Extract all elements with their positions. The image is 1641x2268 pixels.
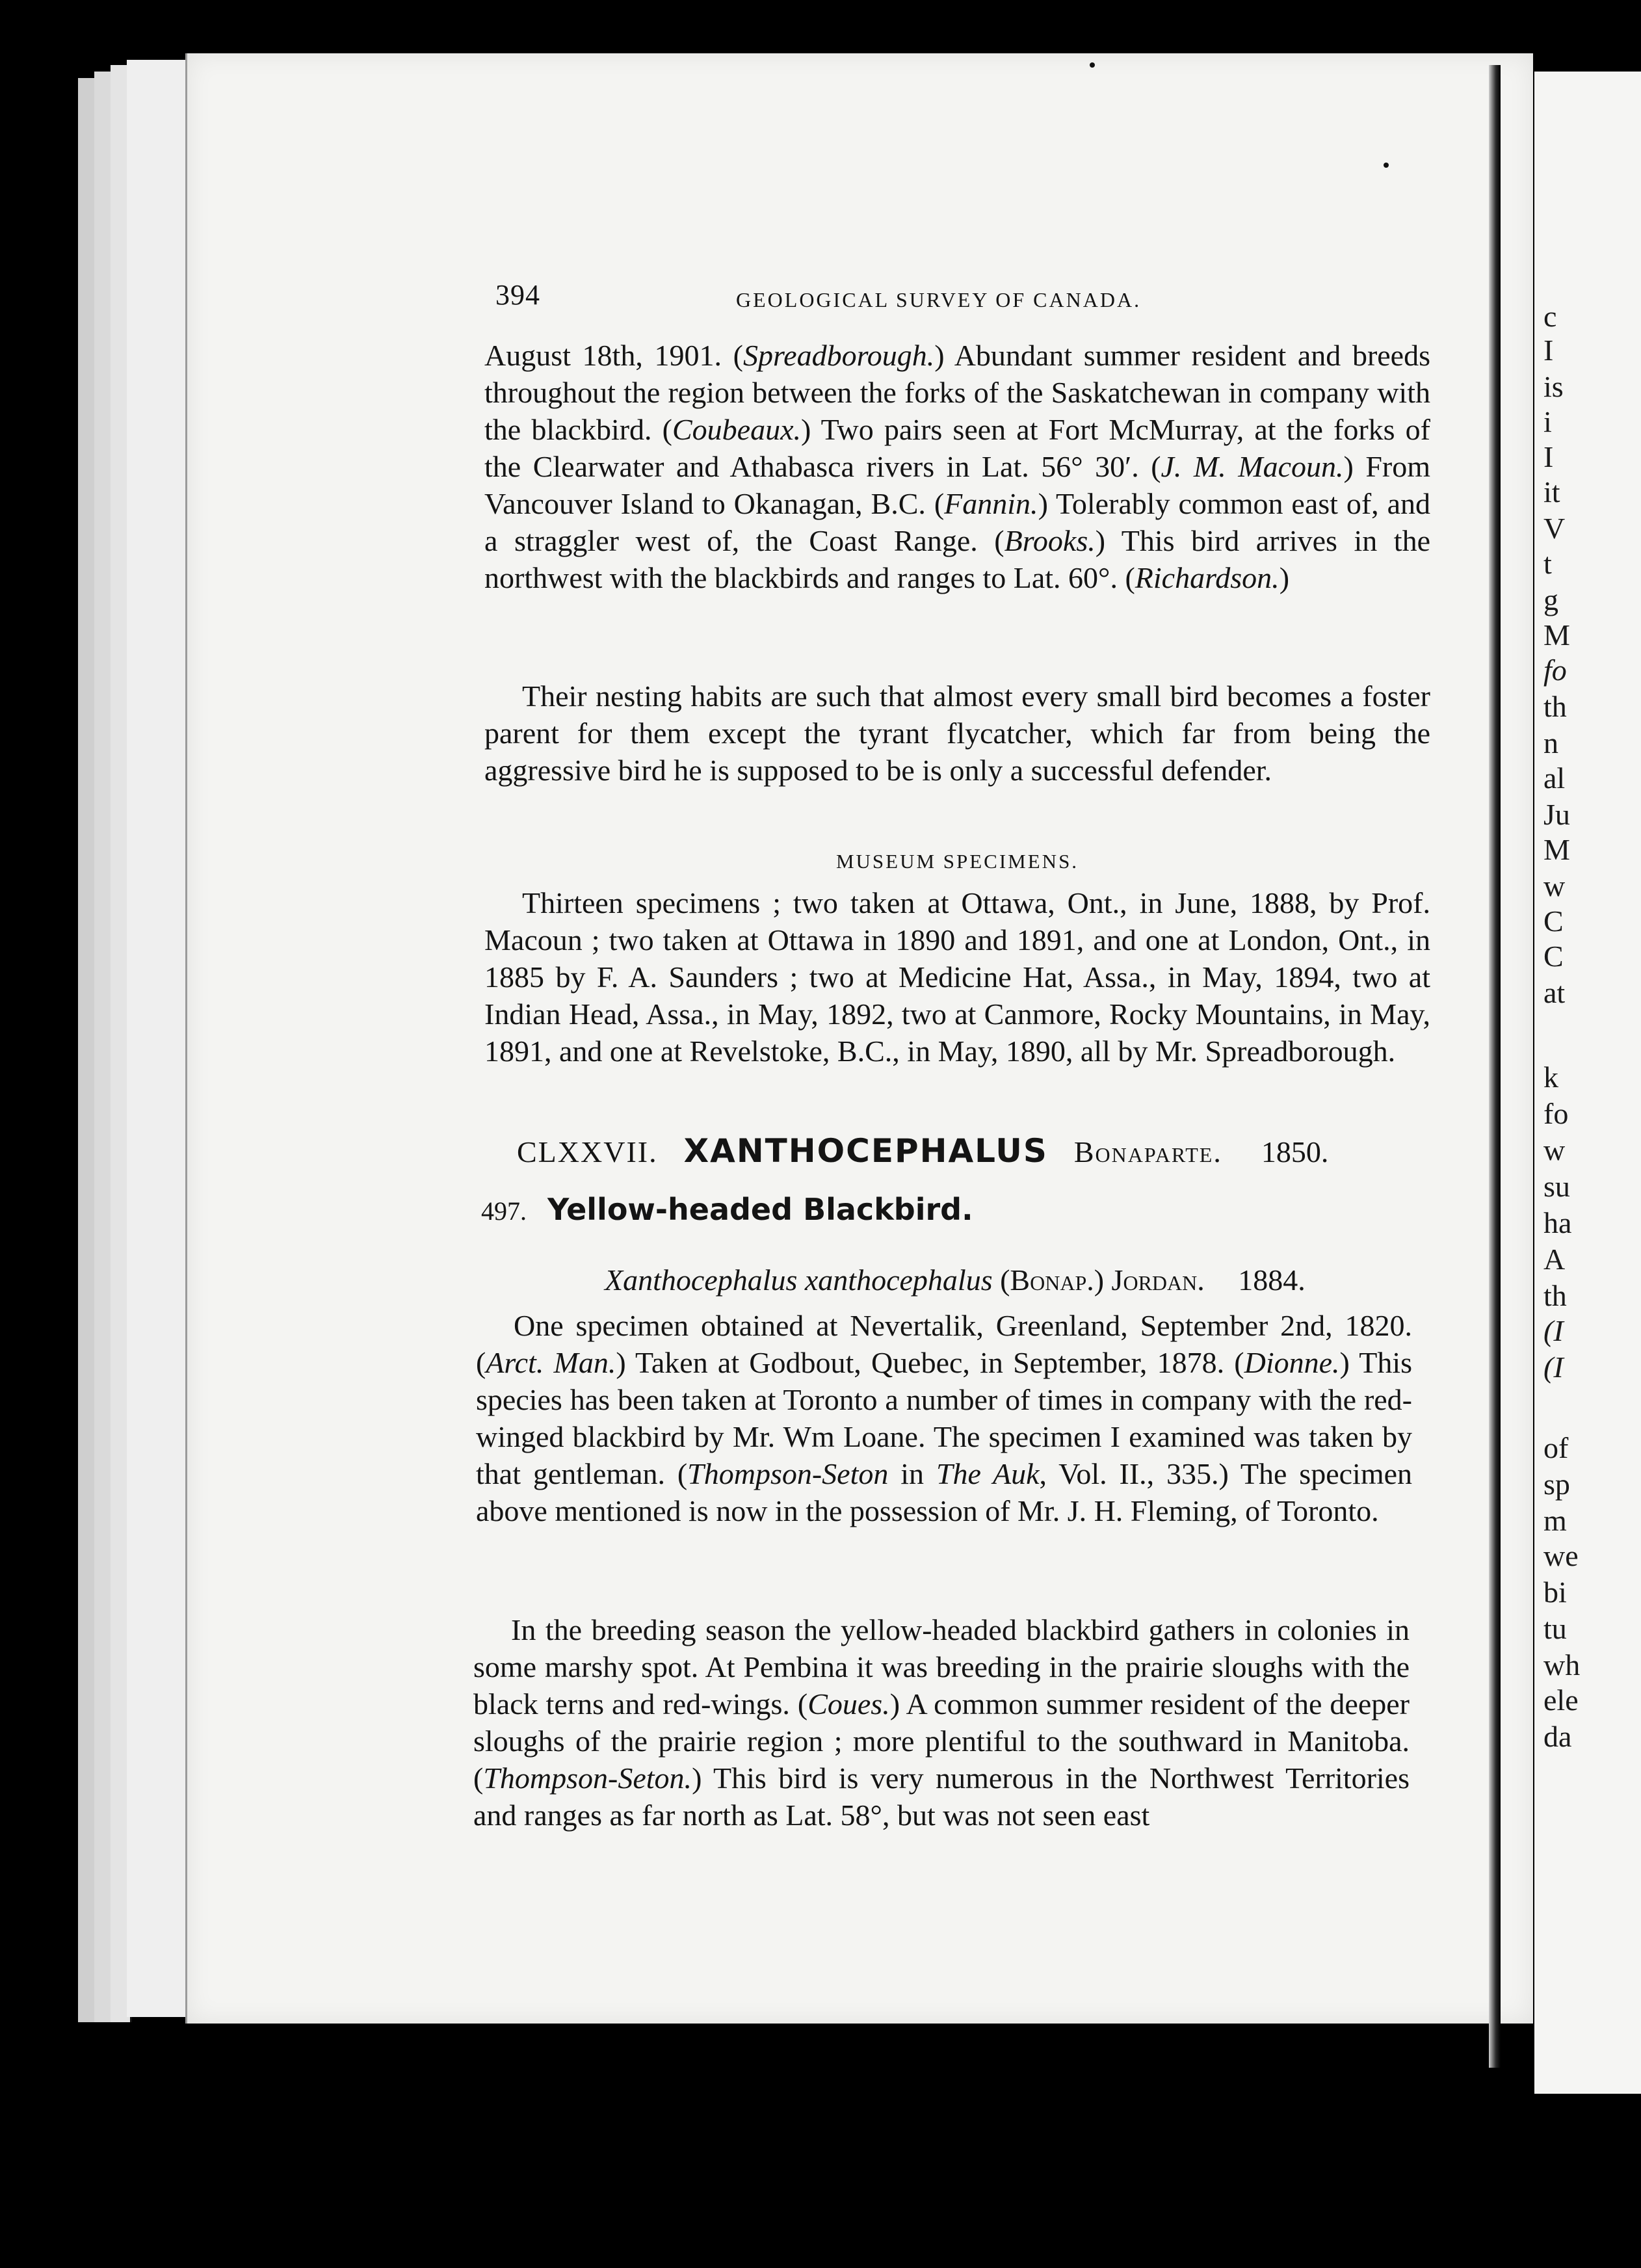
facing-page-line: t [1543,547,1552,580]
facing-page-line: w [1543,1133,1566,1167]
facing-page-fragment [1534,72,1641,2094]
italic-citation: The Auk [936,1457,1040,1490]
facing-page-line: Ju [1543,798,1570,831]
italic-citation: Brooks. [1004,524,1096,557]
facing-page-line: bi [1543,1576,1567,1609]
paragraph-breeding [473,1611,1410,1834]
facing-page-line: da [1543,1720,1572,1753]
paragraph-1 [484,337,1430,596]
paragraph-records [476,1307,1412,1529]
running-head: GEOLOGICAL SURVEY OF CANADA. [736,288,1142,311]
facing-page-line: ele [1543,1683,1579,1717]
paragraph-5 [473,1611,1410,1834]
facing-page-line: C [1543,940,1564,973]
facing-page-line: we [1543,1539,1579,1572]
italic-citation: Thompson-Seton [687,1457,889,1490]
facing-page-line: fo [1543,653,1567,687]
paragraph-2: Their nesting habits are such that almost every small bird becomes a foster parent for them except the tyrant flycatcher, which far from being the aggressive bird he is supposed to be is only a successful defender. [484,679,1430,787]
genus-authority: Bonaparte. [1073,1135,1222,1168]
italic-citation: Arct. Man. [486,1346,616,1379]
text-run: ) Tolerably common east of, and a straggler west of, the Coast Range. ( [484,487,1430,557]
facing-page-line: c [1543,300,1557,333]
paragraph-distribution [484,337,1430,596]
species-name: Yellow-headed Blackbird. [547,1192,973,1227]
facing-page-line: m [1543,1504,1567,1537]
facing-page-line: fo [1543,1097,1569,1130]
text-run: ) Two pairs seen at Fort McMurray, at the forks of the Clearwater and Athabasca rivers in Lat. 56° 30′. ( [484,413,1430,483]
facing-page-line: is [1543,370,1564,403]
italic-citation: Coubeaux. [672,413,802,446]
text-run: August 18th, 1901. ( [484,339,743,372]
text-run: ) This bird arrives in the northwest with the blackbirds and ranges to Lat. 60°. ( [484,524,1430,594]
facing-page-line: of [1543,1431,1569,1464]
facing-page-line: k [1543,1061,1558,1094]
italic-citation: Richardson. [1135,561,1280,594]
facing-page-line: g [1543,583,1558,616]
text-run: ) Abundant summer resident and breeds throughout the region between the forks of the Saskatchewan in company with the blackbird. ( [484,339,1430,446]
genus-name: XANTHOCEPHALUS [683,1132,1048,1170]
museum-specimens-heading: MUSEUM SPECIMENS. [835,850,1079,873]
facing-page-line: su [1543,1170,1570,1203]
facing-page-line: th [1543,690,1567,723]
paragraph-4 [476,1307,1412,1529]
museum-specimens-heading-block [484,843,1430,880]
text-run: ) [1279,561,1290,594]
paragraph-3: Thirteen specimens ; two taken at Ottawa, Ont., in June, 1888, by Prof. Macoun ; two taken at Ottawa in 1890 and 1891, and one at London, Ont., in 1885 by F. A. Saunders ; two at Medicine Hat, Assa., in May, 1894, two at Indian Head, Assa., in May, 1892, two at Canmore, Rocky Mountains, in May, 1891, and one at Revelstoke, B.C., in May, 1890, all by Mr. Spreadborough. [484,886,1430,1068]
italic-citation: Dionne. [1244,1346,1340,1379]
book-gutter [1489,65,1501,2068]
text-run: ) This species has been taken at Toronto a number of times in company with the red-winged blackbird by Mr. Wm Loane. The specimen I examined was taken by that gentleman. ( [476,1346,1412,1490]
facing-page-line: ha [1543,1206,1572,1239]
speck [1384,163,1389,168]
italic-citation: Spreadborough. [742,339,935,372]
synonym-authority: (Bonap.) Jordan. [1000,1263,1205,1297]
page-number: 394 [495,279,540,311]
text-run: , Vol. II., 335.) The specimen above mentioned is now in the possession of Mr. J. H. Fleming, of Toronto. [476,1457,1413,1527]
page-header [495,276,1198,322]
italic-citation: Fannin. [944,487,1038,520]
italic-citation: Thompson-Seton. [483,1761,692,1795]
synonym-year: 1884. [1238,1263,1306,1297]
facing-page-line: M [1543,833,1570,866]
text-run: in [888,1457,936,1490]
facing-page-line: at [1543,976,1566,1009]
facing-page-line: (I [1543,1351,1564,1384]
scientific-name: Xanthocephalus xanthocephalus [605,1263,993,1297]
genus-heading [517,1133,1414,1170]
genus-year: 1850. [1261,1135,1329,1168]
facing-page-line: al [1543,761,1566,795]
italic-citation: Coues. [807,1687,890,1721]
facing-page-line: V [1543,512,1566,545]
species-number: 497. [481,1196,527,1226]
facing-page-line: C [1543,904,1564,938]
facing-page-line: M [1543,618,1570,652]
facing-page-line: w [1543,869,1566,903]
species-synonym [605,1261,1306,1299]
genus-number: CLXXVII. [517,1135,658,1168]
facing-page-line: I [1543,440,1554,473]
facing-page-line: th [1543,1279,1567,1312]
species-heading [481,1191,973,1230]
paragraph-museum [484,884,1430,1070]
facing-page-line: tu [1543,1612,1567,1645]
facing-page-line: it [1543,475,1560,508]
speck [1090,62,1095,68]
text-run: In the breeding season the yellow-headed blackbird gathers in colonies in some marshy spot. At Pembina it was breeding in the prairie sloughs with the black terns and red-wings. ( [473,1613,1410,1721]
facing-page-line: n [1543,726,1558,759]
italic-citation: J. M. Macoun. [1161,450,1344,483]
text-run: ) From Vancouver Island to Okanagan, B.C. ( [484,450,1431,520]
facing-page-line: (I [1543,1314,1564,1347]
facing-page-line: sp [1543,1468,1570,1501]
text-run: ) A common summer resident of the deeper sloughs of the prairie region ; more plentiful to the southward in Manitoba. ( [473,1687,1410,1795]
text-run: One specimen obtained at Nevertalik, Greenland, September 2nd, 1820. ( [476,1309,1412,1379]
facing-page-line: wh [1543,1648,1581,1681]
paragraph-nesting [484,678,1430,789]
text-run: ) Taken at Godbout, Quebec, in September, 1878. ( [616,1346,1244,1379]
text-run: ) This bird is very numerous in the Northwest Territories and ranges as far north as Lat. 58°, but was not seen east [473,1761,1410,1832]
facing-page-line: i [1543,405,1552,438]
facing-page-line: A [1543,1243,1566,1276]
facing-page-line: I [1543,334,1554,367]
